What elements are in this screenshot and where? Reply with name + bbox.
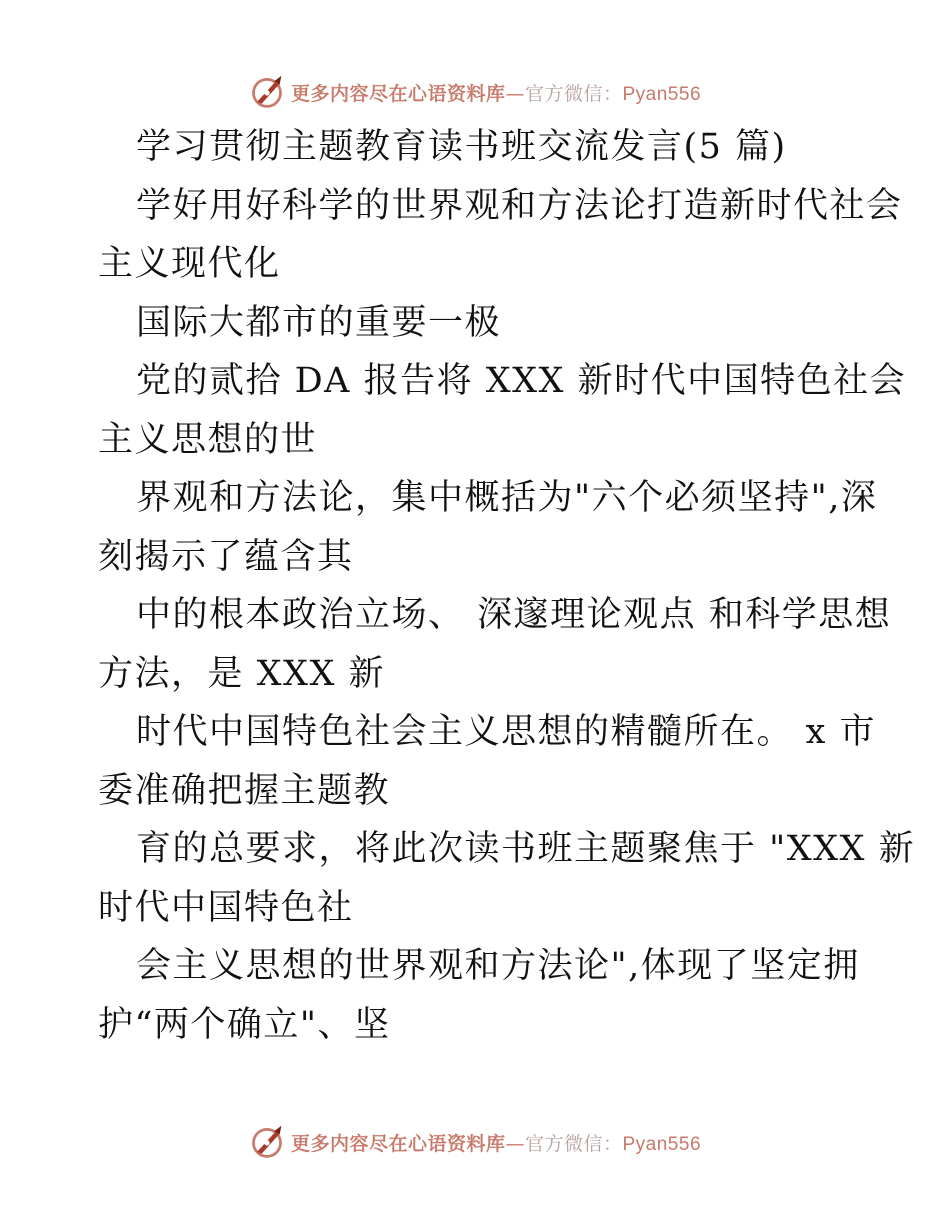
footer-watermark	[0, 1120, 950, 1164]
document-line: 主义现代化	[98, 244, 281, 284]
document-line: 方法，是 XXX 新	[98, 653, 386, 694]
header-watermark	[0, 70, 950, 114]
document-line: 时代中国特色社会主义思想的精髓所在。 x 市	[136, 712, 876, 752]
watermark-dash: —	[505, 82, 525, 105]
document-line: 委准确把握主题教	[98, 770, 391, 811]
watermark-dash: —	[505, 1132, 525, 1155]
document-line: 刻揭示了蕴含其	[98, 536, 354, 577]
document-line: 国际大都市的重要一极	[136, 302, 502, 343]
document-line: 会主义思想的世界观和方法论",体现了坚定拥	[136, 946, 860, 986]
document-line: 护“两个确立"、坚	[98, 1004, 391, 1045]
watermark-wechat-label: 官方微信：	[524, 82, 623, 105]
document-line: 时代中国特色社	[98, 887, 354, 928]
quill-pen-logo-icon	[249, 1124, 285, 1160]
document-line: 中的根本政治立场、 深邃理论观点 和科学思想	[136, 595, 892, 635]
watermark-text	[291, 1129, 701, 1156]
watermark-text	[291, 79, 701, 106]
watermark-main-text: 更多内容尽在心语资料库	[290, 82, 506, 105]
watermark-main-text: 更多内容尽在心语资料库	[290, 1132, 506, 1155]
document-line: 界观和方法论，集中概括为"六个必须坚持",深	[136, 478, 878, 518]
document-line: 主义思想的世	[98, 419, 318, 460]
document-line: 育的总要求，将此次读书班主题聚焦于 "XXX 新	[136, 829, 916, 869]
quill-pen-logo-icon	[249, 74, 285, 110]
watermark-wechat-id: Pyan556	[622, 83, 702, 105]
watermark-wechat-id: Pyan556	[622, 1133, 702, 1155]
document-line: 学习贯彻主题教育读书班交流发言(5 篇)	[136, 127, 787, 167]
document-line: 党的贰拾 DA 报告将 XXX 新时代中国特色社会	[136, 361, 907, 401]
document-body	[98, 118, 916, 1054]
document-line: 学好用好科学的世界观和方法论打造新时代社会	[136, 185, 903, 226]
watermark-wechat-label: 官方微信：	[524, 1132, 623, 1155]
